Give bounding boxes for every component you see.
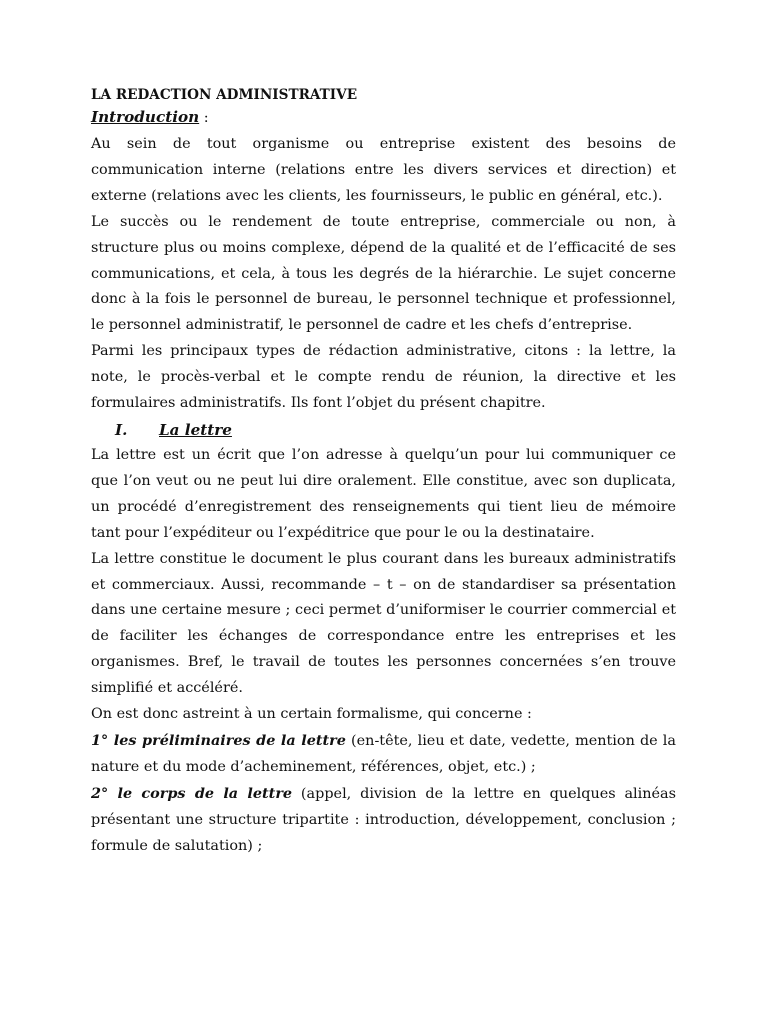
section1-paragraph-2: La lettre constitue le document le plus courant dans les bureaux administratifs et commerciaux. Aussi, recommande – t – on de standardiser sa présentation dans une certaine mesure ; ceci permet d’uniformiser le courrier commercial et de faciliter les échanges de correspondance entre les entreprises et les organismes. Bref, le travail de toutes les personnes concernées s’en trouve simplifié et accéléré. xyxy=(91,550,676,697)
intro-paragraph-2: Le succès ou le rendement de toute entreprise, commerciale ou non, à structure plus ou moins complexe, dépend de la qualité et de l’efficacité de ses communications, et cela, à tous les degrés de la hiérarchie. Le sujet concerne donc à la fois le personnel de bureau, le personnel technique et professionnel, le personnel administratif, le personnel de cadre et les chefs d’entreprise. xyxy=(91,213,676,334)
list-item-label: 2° le corps de la lettre xyxy=(91,784,293,802)
section1-paragraph-1: La lettre est un écrit que l’on adresse à quelqu’un pour lui communiquer ce que l’on veut ou ne peut lui dire oralement. Elle constitue, avec son duplicata, un procédé d’enregistrement des renseignements qui tient lieu de mémoire tant pour l’expéditeur ou l’expéditrice que pour le ou la destinataire. xyxy=(91,446,676,541)
introduction-heading xyxy=(91,104,676,132)
list-item-corps xyxy=(91,781,676,860)
introduction-colon: : xyxy=(199,110,209,126)
document-title: LA REDACTION ADMINISTRATIVE xyxy=(91,87,358,103)
intro-paragraph-1: Au sein de tout organisme ou entreprise existent des besoins de communication interne (relations entre les divers services et direction) et externe (relations avec les clients, les fournisseurs, le public en général, etc.). xyxy=(91,136,676,204)
intro-paragraph-3: Parmi les principaux types de rédaction administrative, citons : la lettre, la note, le procès-verbal et le compte rendu de réunion, la directive et les formulaires administratifs. Ils font l’objet du présent chapitre. xyxy=(91,343,676,412)
section-number: I. xyxy=(115,420,128,439)
document-page xyxy=(91,86,676,859)
list-item-preliminaires xyxy=(91,728,676,781)
list-item-text: (appel, division de la lettre en quelques alinéas présentant une structure tripartite : introduction, développement, conclusion ; formule de salutation) ; xyxy=(91,785,676,854)
section-heading-la-lettre xyxy=(91,417,676,443)
list-item-text: (en-tête, lieu et date, vedette, mention de la nature et du mode d’acheminement, références, objet, etc.) ; xyxy=(91,732,676,775)
section1-paragraph-3: On est donc astreint à un certain formalisme, qui concerne : xyxy=(91,706,532,723)
introduction-label: Introduction xyxy=(91,108,200,126)
section-title: La lettre xyxy=(159,420,232,439)
list-item-label: 1° les préliminaires de la lettre xyxy=(91,731,346,749)
